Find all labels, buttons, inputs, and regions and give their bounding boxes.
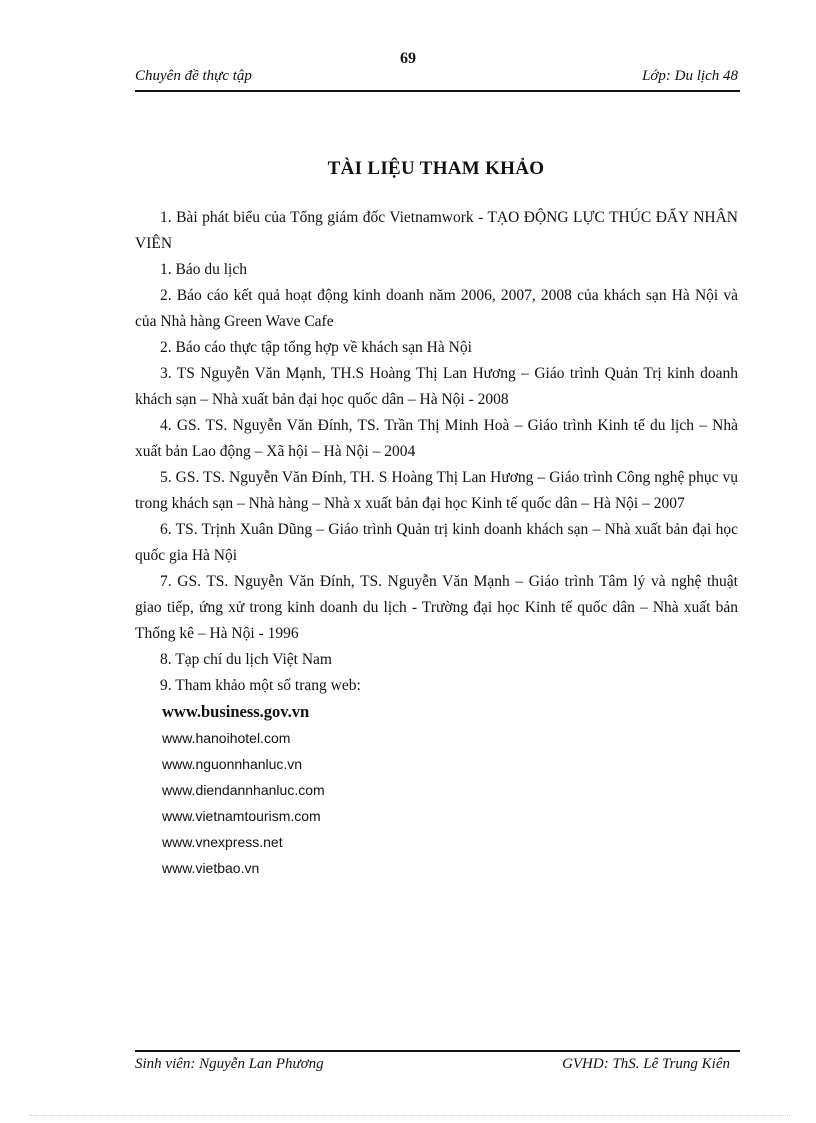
reference-item: 1. Báo du lịch [160,261,247,278]
website-link[interactable]: www.vnexpress.net [162,834,283,850]
header-course-label: Chuyên đề thực tập [135,68,252,84]
page-footer [135,1050,740,1072]
website-list [135,699,738,881]
reference-item: 8. Tạp chí du lịch Việt Nam [160,651,332,668]
reference-item: 3. TS Nguyễn Văn Mạnh, TH.S Hoàng Thị Lan Hương – Giáo trình Quản Trị kinh doanh khách sạn – Nhà xuất bản đại học quốc dân – Hà Nội - 2008 [135,365,738,408]
reference-item: 6. TS. Trịnh Xuân Dũng – Giáo trình Quản trị kinh doanh khách sạn – Nhà xuất bản đại học quốc gia Hà Nội [135,521,738,564]
header-class-label: Lớp: Du lịch 48 [642,68,738,84]
page-bottom-divider [30,1115,790,1116]
page-title: TÀI LIỆU THAM KHẢO [327,158,545,179]
reference-item: 4. GS. TS. Nguyễn Văn Đính, TS. Trần Thị Minh Hoà – Giáo trình Kinh tế du lịch – Nhà xuất bản Lao động – Xã hội – Hà Nội – 2004 [135,417,738,460]
website-link[interactable]: www.vietbao.vn [162,860,260,876]
page-header [135,68,740,92]
reference-list [135,205,738,881]
website-link[interactable]: www.vietnamtourism.com [162,808,321,824]
website-link[interactable]: www.diendannhanluc.com [162,782,325,798]
reference-item: 5. GS. TS. Nguyễn Văn Đính, TH. S Hoàng Thị Lan Hương – Giáo trình Công nghệ phục vụ trong khách sạn – Nhà hàng – Nhà x xuất bản đại học Kinh tế quốc dân – Hà Nội – 2007 [135,469,738,512]
footer-advisor-label: GVHD: ThS. Lê Trung Kiên [562,1056,730,1072]
reference-item: 1. Bài phát biểu của Tổng giám đốc Vietnamwork - TẠO ĐỘNG LỰC THÚC ĐẨY NHÂN VIÊN [135,209,738,252]
reference-item: 7. GS. TS. Nguyễn Văn Đính, TS. Nguyễn Văn Mạnh – Giáo trình Tâm lý và nghệ thuật giao tiếp, ứng xử trong kinh doanh du lịch - Trường đại học Kinh tế quốc dân – Nhà xuất bản Thống kê – Hà Nội - 1996 [135,573,738,642]
reference-item: 2. Báo cáo kết quả hoạt động kinh doanh năm 2006, 2007, 2008 của khách sạn Hà Nội và của Nhà hàng Green Wave Cafe [135,287,738,330]
footer-student-label: Sinh viên: Nguyễn Lan Phương [135,1056,324,1072]
reference-item: 2. Báo cáo thực tập tổng hợp về khách sạn Hà Nội [160,339,472,356]
website-link[interactable]: www.hanoihotel.com [162,730,291,746]
website-link[interactable]: www.business.gov.vn [162,702,310,721]
website-link[interactable]: www.nguonnhanluc.vn [162,756,303,772]
reference-item: 9. Tham khảo một số trang web: [160,677,361,694]
page-number: 69 [400,50,416,67]
